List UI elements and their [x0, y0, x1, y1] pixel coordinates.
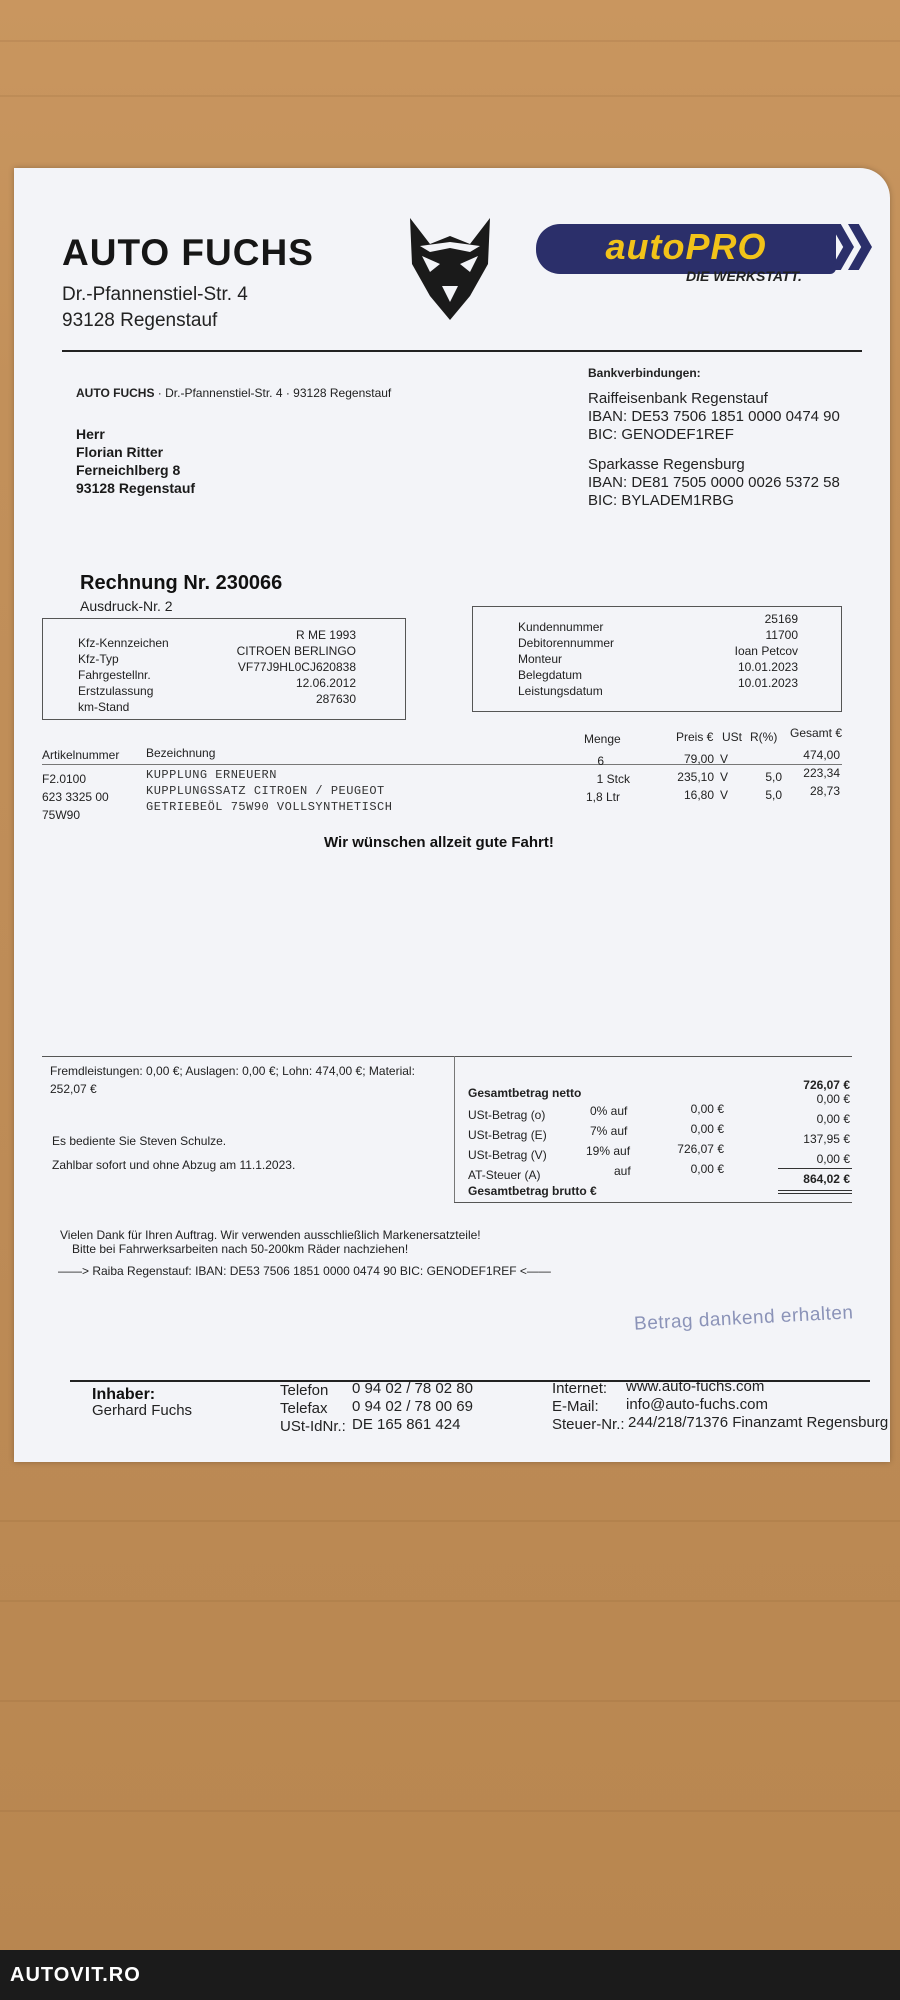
recipient-street: Ferneichlberg 8	[76, 462, 181, 478]
row-vat: V	[720, 752, 729, 766]
net-value: 726,07 €	[803, 1078, 850, 1092]
col-quantity: Menge	[584, 732, 621, 746]
custno-value: 25169	[764, 612, 798, 626]
row-price: 16,80	[683, 788, 714, 802]
owner-label: Inhaber:	[92, 1386, 156, 1403]
plate-value: R ME 1993	[295, 628, 356, 642]
custno-label: Kundennummer	[518, 620, 604, 634]
plate-label: Kfz-Kennzeichen	[78, 636, 169, 650]
bank2-iban: IBAN: DE81 7505 0000 0026 5372 58	[588, 474, 840, 491]
vatid-value: DE 165 861 424	[352, 1416, 461, 1433]
vat-rate: 0% auf	[590, 1104, 628, 1118]
bank-heading: Bankverbindungen:	[588, 366, 701, 380]
vatid-label: USt-IdNr.:	[280, 1418, 346, 1435]
vat-label: USt-Betrag (E)	[468, 1128, 547, 1142]
owner-name: Gerhard Fuchs	[92, 1402, 193, 1419]
bank1-bic: BIC: GENODEF1REF	[588, 426, 734, 443]
row-quantity: 1,8 Ltr	[585, 790, 620, 804]
double-rule-1	[778, 1190, 852, 1191]
gross-label: Gesamtbetrag brutto €	[468, 1184, 597, 1198]
thanks-line1: Vielen Dank für Ihren Auftrag. Wir verwenden ausschließlich Markenersatzteile!	[60, 1228, 481, 1242]
row-total: 223,34	[803, 766, 840, 780]
vat-base: 0,00 €	[690, 1102, 724, 1116]
row-total: 474,00	[803, 748, 840, 762]
tax-label: Steuer-Nr.:	[552, 1416, 625, 1433]
paid-stamp: Betrag dankend erhalten	[633, 1302, 854, 1335]
tax-value: 244/218/71376 Finanzamt Regensburg	[628, 1414, 889, 1431]
row-vat: V	[720, 770, 729, 784]
vin-label: Fahrgestellnr.	[78, 668, 151, 682]
net-label: Gesamtbetrag netto	[468, 1086, 582, 1100]
bank1-name: Raiffeisenbank Regenstauf	[588, 390, 768, 407]
greeting: Wir wünschen allzeit gute Fahrt!	[324, 834, 554, 851]
registration-label: Erstzulassung	[78, 684, 154, 698]
bank-reference: ——> Raiba Regenstauf: IBAN: DE53 7506 1851 0000 0474 90 BIC: GENODEF1REF <——	[58, 1264, 551, 1278]
row-description: KUPPLUNGSSATZ CITROEN / PEUGEOT	[146, 784, 385, 798]
vat-label: AT-Steuer (A)	[468, 1168, 541, 1182]
km-label: km-Stand	[78, 700, 130, 714]
autopro-logo: autoPRO	[536, 224, 836, 274]
bank1-iban: IBAN: DE53 7506 1851 0000 0474 90	[588, 408, 840, 425]
col-discount: R(%)	[750, 730, 778, 744]
row-total: 28,73	[809, 784, 840, 798]
fax-value: 0 94 02 / 78 00 69	[352, 1398, 473, 1415]
recipient-city: 93128 Regenstauf	[76, 480, 196, 496]
summary-bottom-line	[454, 1202, 852, 1203]
row-vat: V	[720, 788, 729, 802]
web-value: www.auto-fuchs.com	[626, 1378, 765, 1395]
vat-base: 726,07 €	[677, 1142, 724, 1156]
recipient-name: Florian Ritter	[76, 444, 164, 460]
thanks-line2: Bitte bei Fahrwerksarbeiten nach 50-200km Räder nachziehen!	[72, 1242, 409, 1256]
watermark-text: AUTOVIT.RO	[10, 1964, 141, 1986]
payment-terms: Zahlbar sofort und ohne Abzug am 11.1.2023.	[52, 1158, 296, 1172]
cost-breakdown-cont: 252,07 €	[50, 1082, 97, 1096]
row-quantity: 6	[597, 754, 604, 768]
row-article: 623 3325 00	[42, 790, 109, 804]
type-value: CITROEN BERLINGO	[236, 644, 356, 658]
company-logo-text: AUTO FUCHS	[62, 232, 314, 273]
vat-base: 0,00 €	[690, 1162, 724, 1176]
sender-line: AUTO FUCHS · Dr.-Pfannenstiel-Str. 4 · 93128 Regenstauf	[76, 386, 392, 400]
vat-amount: 137,95 €	[803, 1132, 850, 1146]
mechanic-label: Monteur	[518, 652, 563, 666]
mechanic-value: Ioan Petcov	[734, 644, 798, 658]
servicedate-value: 10.01.2023	[737, 676, 798, 690]
col-description: Bezeichnung	[146, 746, 216, 760]
gross-value: 864,02 €	[803, 1172, 850, 1186]
vat-base: 0,00 €	[690, 1122, 724, 1136]
row-article: 75W90	[42, 808, 81, 822]
fox-logo-icon	[400, 216, 500, 322]
vat-rate: 19% auf	[586, 1144, 631, 1158]
col-total: Gesamt €	[790, 726, 843, 740]
registration-value: 12.06.2012	[295, 676, 356, 690]
vat-rate: auf	[614, 1164, 631, 1178]
printout-number: Ausdruck-Nr. 2	[80, 598, 173, 614]
invoice-title: Rechnung Nr. 230066	[80, 572, 283, 594]
double-rule-2	[778, 1193, 852, 1194]
row-discount: 5,0	[765, 770, 782, 784]
row-description: GETRIEBEÖL 75W90 VOLLSYNTHETISCH	[146, 800, 393, 814]
row-price: 79,00	[683, 752, 714, 766]
row-quantity: 1 Stck	[596, 772, 630, 786]
recipient-salutation: Herr	[76, 426, 105, 442]
total-rule	[778, 1168, 852, 1169]
vin-value: VF77J9HL0CJ620838	[237, 660, 356, 674]
vat-rate: 7% auf	[590, 1124, 628, 1138]
company-city: 93128 Regenstauf	[62, 310, 218, 331]
vat-amount: 0,00 €	[816, 1152, 850, 1166]
debitor-value: 11700	[765, 628, 798, 642]
row-price: 235,10	[677, 770, 714, 784]
email-label: E-Mail:	[552, 1398, 599, 1415]
debitor-label: Debitorennummer	[518, 636, 615, 650]
cost-breakdown: Fremdleistungen: 0,00 €; Auslagen: 0,00 €; Lohn: 474,00 €; Material:	[50, 1064, 415, 1078]
bank2-bic: BIC: BYLADEM1RBG	[588, 492, 734, 509]
vat-label: USt-Betrag (V)	[468, 1148, 547, 1162]
row-description: KUPPLUNG ERNEUERN	[146, 768, 277, 782]
email-value: info@auto-fuchs.com	[626, 1396, 768, 1413]
row-discount: 5,0	[765, 788, 782, 802]
phone-label: Telefon	[280, 1382, 329, 1399]
web-label: Internet:	[552, 1380, 608, 1397]
partner-tagline: DIE WERKSTATT.	[686, 268, 802, 284]
docdate-label: Belegdatum	[518, 668, 583, 682]
servicedate-label: Leistungsdatum	[518, 684, 603, 698]
col-article: Artikelnummer	[42, 748, 120, 762]
header-divider	[62, 350, 862, 352]
summary-top-line	[42, 1056, 852, 1057]
docdate-value: 10.01.2023	[737, 660, 798, 674]
phone-value: 0 94 02 / 78 02 80	[352, 1380, 473, 1397]
row-article: F2.0100	[42, 772, 87, 786]
km-value: 287630	[315, 692, 356, 706]
type-label: Kfz-Typ	[78, 652, 119, 666]
col-vat: USt	[722, 730, 743, 744]
bank2-name: Sparkasse Regensburg	[588, 456, 745, 473]
company-street: Dr.-Pfannenstiel-Str. 4	[62, 284, 248, 305]
vat-amount: 0,00 €	[816, 1112, 850, 1126]
summary-divider	[454, 1056, 455, 1202]
vat-label: USt-Betrag (o)	[468, 1108, 546, 1122]
net-sub-value: 0,00 €	[816, 1092, 850, 1106]
col-price: Preis €	[676, 730, 714, 744]
fax-label: Telefax	[280, 1400, 328, 1417]
served-by: Es bediente Sie Steven Schulze.	[52, 1134, 227, 1148]
